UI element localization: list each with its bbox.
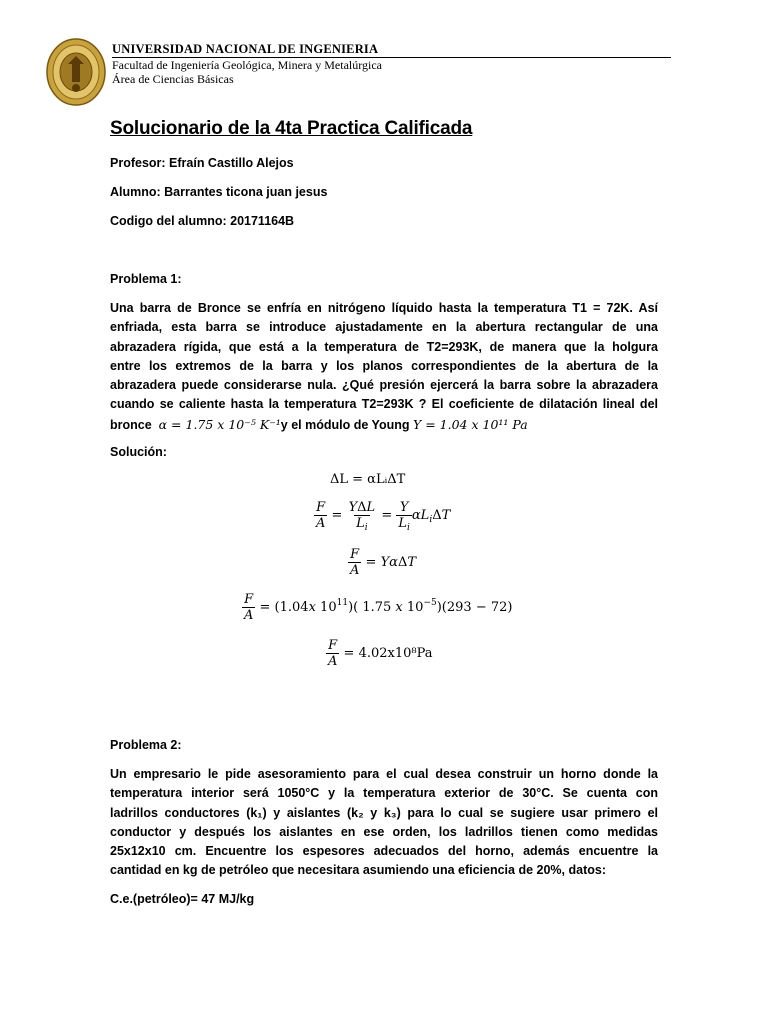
alpha-value: α = 1.75 x 10⁻⁵ K⁻¹ xyxy=(158,416,281,432)
equation-result: $\frac{F}{A}$ = 4.02x10⁸Pa xyxy=(328,638,433,669)
statement-line: cuando se caliente hasta la temperatura T2=293K ? El coeficiente de dilatación lineal del xyxy=(110,397,658,412)
problema-1-statement xyxy=(110,299,658,434)
statement-line: abrazadera puede considerarse nula. ¿Qué presión ejercerá la barra sobre la abrazadera xyxy=(110,378,658,393)
solucion-heading: Solución: xyxy=(110,445,167,459)
young-value: Y = 1.04 x 10¹¹ Pa xyxy=(412,416,528,432)
problema-2-statement xyxy=(110,765,658,881)
young-label: y el módulo de Young xyxy=(280,417,410,432)
university-name: UNIVERSIDAD NACIONAL DE INGENIERIA xyxy=(112,42,379,56)
profesor-line: Profesor: Efraín Castillo Alejos xyxy=(110,156,294,170)
statement-line: Un empresario le pide asesoramiento para el cual desea construir un horno donde la xyxy=(110,767,658,781)
bronce-label: bronce xyxy=(110,417,152,432)
statement-line: Una barra de Bronce se enfría en nitrógeno líquido hasta la temperatura T1 = 72K. Así xyxy=(110,301,658,315)
equation-stress-expansion: $\frac{F}{A}$ = $\frac{\text{YΔL}}{L_i}$ = $\frac{Y}{L_i}$ $\alpha L_i\Delta T$ xyxy=(316,500,451,533)
statement-line: 25x12x10 cm. Encuentre los espesores adecuados del horno, además encuentre la xyxy=(110,844,658,859)
statement-line: abrazadera rígida, que está a la temperatura de T2=293K, de manera que la holgura xyxy=(110,339,658,354)
codigo-line: Codigo del alumno: 20171164B xyxy=(110,214,295,228)
statement-line: cantidad en kg de petróleo que necesitara asumiendo una eficiencia de 20%, datos: xyxy=(110,863,606,878)
faculty-name: Facultad de Ingeniería Geológica, Minera y Metalúrgica xyxy=(112,58,383,72)
alumno-line: Alumno: Barrantes ticona juan jesus xyxy=(110,185,328,199)
problema-1-heading: Problema 1: xyxy=(110,272,182,286)
university-seal-icon xyxy=(46,38,106,106)
dato-petroleo: C.e.(petróleo)= 47 MJ/kg xyxy=(110,892,255,906)
statement-line: ladrillos conductores (k₁) y aislantes (k₂ y k₃) para lo cual se sugiere usar primero el xyxy=(110,805,658,820)
statement-line: enfriada, esta barra se introduce ajustadamente en la abertura rectangular de una xyxy=(110,320,658,335)
statement-line: entre los extremos de la barra y los planos correspondientes de la abertura de la xyxy=(110,358,658,373)
equation-stress-simplified: $\frac{F}{A}$ = YαΔT xyxy=(350,547,416,578)
statement-line: temperatura interior será 1050°C y la temperatura exterior de 30°C. Se cuenta con xyxy=(110,786,658,801)
statement-line: conductor y después los aislantes en ese orden, los ladrillos tienen como medidas xyxy=(110,824,658,839)
equation-delta-l: ΔL = αLᵢΔT xyxy=(330,472,406,487)
problema-2-heading: Problema 2: xyxy=(110,738,182,752)
document-title: Solucionario de la 4ta Practica Calificada xyxy=(110,118,473,139)
statement-line xyxy=(110,415,658,434)
equation-substitution: $\frac{F}{A}$ = (1.04x $10^{11}$)( 1.75 x $10^{-5})(293 - 72)$ xyxy=(244,592,513,623)
area-name: Área de Ciencias Básicas xyxy=(112,72,234,86)
